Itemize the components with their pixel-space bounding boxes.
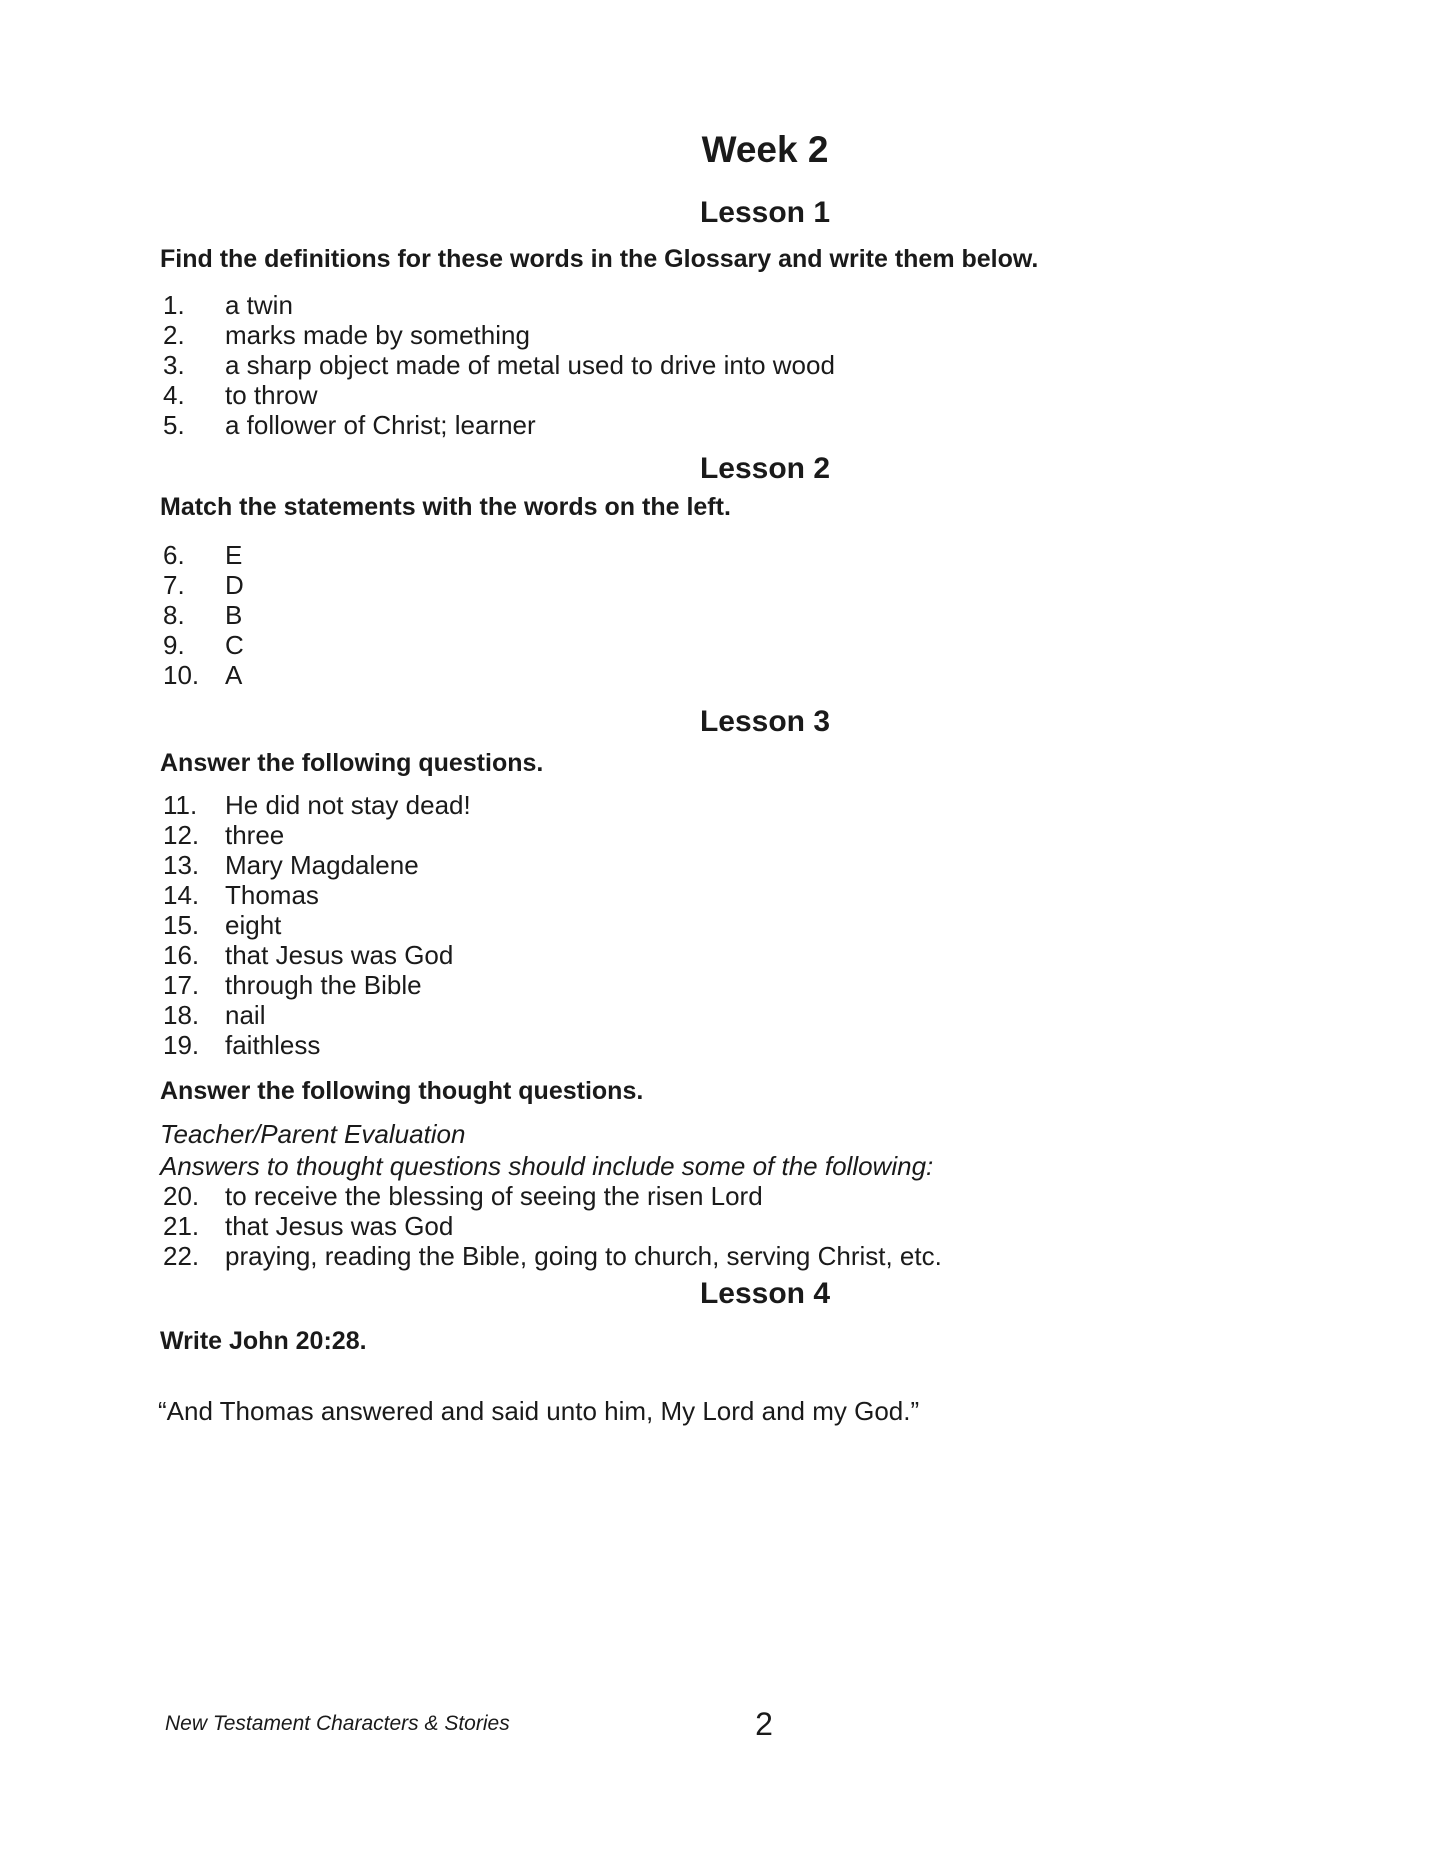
- answer-item-6: [163, 540, 242, 570]
- answer-text: to throw: [225, 380, 318, 410]
- answer-number: 6.: [163, 540, 185, 570]
- answer-item-2: [163, 320, 530, 350]
- page-number: 2: [755, 1706, 773, 1742]
- answer-text: A: [225, 660, 243, 690]
- answer-number: 15.: [163, 910, 200, 940]
- answer-number: 4.: [163, 380, 185, 410]
- answer-item-22: [163, 1241, 942, 1271]
- answer-text: that Jesus was God: [225, 1211, 454, 1241]
- answer-item-18: [163, 1000, 265, 1030]
- answer-number: 11.: [163, 790, 198, 820]
- answer-text: praying, reading the Bible, going to church, serving Christ, etc.: [225, 1241, 942, 1271]
- lesson-3-instruction: Answer the following questions.: [160, 749, 544, 777]
- answer-number: 1.: [163, 290, 185, 320]
- answer-text: a twin: [225, 290, 293, 320]
- answer-number: 17.: [163, 970, 200, 1000]
- page-title: Week 2: [701, 129, 829, 170]
- answer-item-17: [163, 970, 422, 1000]
- answer-text: He did not stay dead!: [225, 790, 471, 820]
- answer-number: 20.: [163, 1181, 200, 1211]
- answer-text: C: [225, 630, 244, 660]
- answer-text: three: [225, 820, 285, 850]
- answer-text: Mary Magdalene: [225, 850, 419, 880]
- answer-item-5: [163, 410, 536, 440]
- answer-text: to receive the blessing of seeing the risen Lord: [225, 1181, 763, 1211]
- answer-number: 9.: [163, 630, 185, 660]
- answer-item-7: [163, 570, 244, 600]
- lesson-1-instruction: Find the definitions for these words in the Glossary and write them below.: [160, 245, 1039, 273]
- answer-number: 13.: [163, 850, 200, 880]
- answer-text: that Jesus was God: [225, 940, 454, 970]
- footer-book-title: New Testament Characters & Stories: [165, 1712, 510, 1735]
- answer-number: 14.: [163, 880, 200, 910]
- answer-item-20: [163, 1181, 763, 1211]
- answer-number: 21.: [163, 1211, 200, 1241]
- answer-text: Thomas: [225, 880, 319, 910]
- answer-item-16: [163, 940, 453, 970]
- lesson-4-heading: Lesson 4: [699, 1277, 831, 1310]
- answer-text: nail: [225, 1000, 266, 1030]
- answer-number: 18.: [163, 1000, 200, 1030]
- evaluation-note-line-2: Answers to thought questions should include some of the following:: [160, 1151, 934, 1181]
- answer-text: B: [225, 600, 243, 630]
- verse-quote: “And Thomas answered and said unto him, My Lord and my God.”: [158, 1396, 920, 1426]
- answer-item-10: [163, 660, 242, 690]
- lesson-1-heading: Lesson 1: [699, 196, 831, 229]
- lesson-2-instruction: Match the statements with the words on the left.: [160, 493, 731, 521]
- answer-number: 7.: [163, 570, 185, 600]
- answer-text: D: [225, 570, 244, 600]
- answer-item-9: [163, 630, 244, 660]
- lesson-2-heading: Lesson 2: [699, 452, 831, 485]
- answer-number: 8.: [163, 600, 185, 630]
- answer-item-4: [163, 380, 318, 410]
- answer-text: eight: [225, 910, 282, 940]
- answer-number: 12.: [163, 820, 200, 850]
- answer-item-15: [163, 910, 281, 940]
- answer-item-3: [163, 350, 835, 380]
- answer-text: marks made by something: [225, 320, 530, 350]
- answer-text: a sharp object made of metal used to drive into wood: [225, 350, 835, 380]
- answer-item-13: [163, 850, 419, 880]
- answer-number: 16.: [163, 940, 200, 970]
- answer-number: 2.: [163, 320, 185, 350]
- answer-item-19: [163, 1030, 320, 1060]
- answer-item-12: [163, 820, 284, 850]
- thought-questions-instruction: Answer the following thought questions.: [160, 1077, 644, 1105]
- answer-text: a follower of Christ; learner: [225, 410, 536, 440]
- answer-item-11: [163, 790, 471, 820]
- answer-number: 10.: [163, 660, 200, 690]
- answer-number: 22.: [163, 1241, 200, 1271]
- answer-number: 3.: [163, 350, 185, 380]
- answer-text: through the Bible: [225, 970, 422, 1000]
- answer-item-14: [163, 880, 319, 910]
- evaluation-note-line-1: Teacher/Parent Evaluation: [160, 1119, 466, 1149]
- lesson-3-heading: Lesson 3: [699, 705, 831, 738]
- answer-number: 19.: [163, 1030, 200, 1060]
- answer-number: 5.: [163, 410, 185, 440]
- answer-item-8: [163, 600, 242, 630]
- answer-text: faithless: [225, 1030, 321, 1060]
- lesson-4-instruction: Write John 20:28.: [160, 1327, 367, 1355]
- answer-item-21: [163, 1211, 453, 1241]
- answer-text: E: [225, 540, 243, 570]
- answer-item-1: [163, 290, 293, 320]
